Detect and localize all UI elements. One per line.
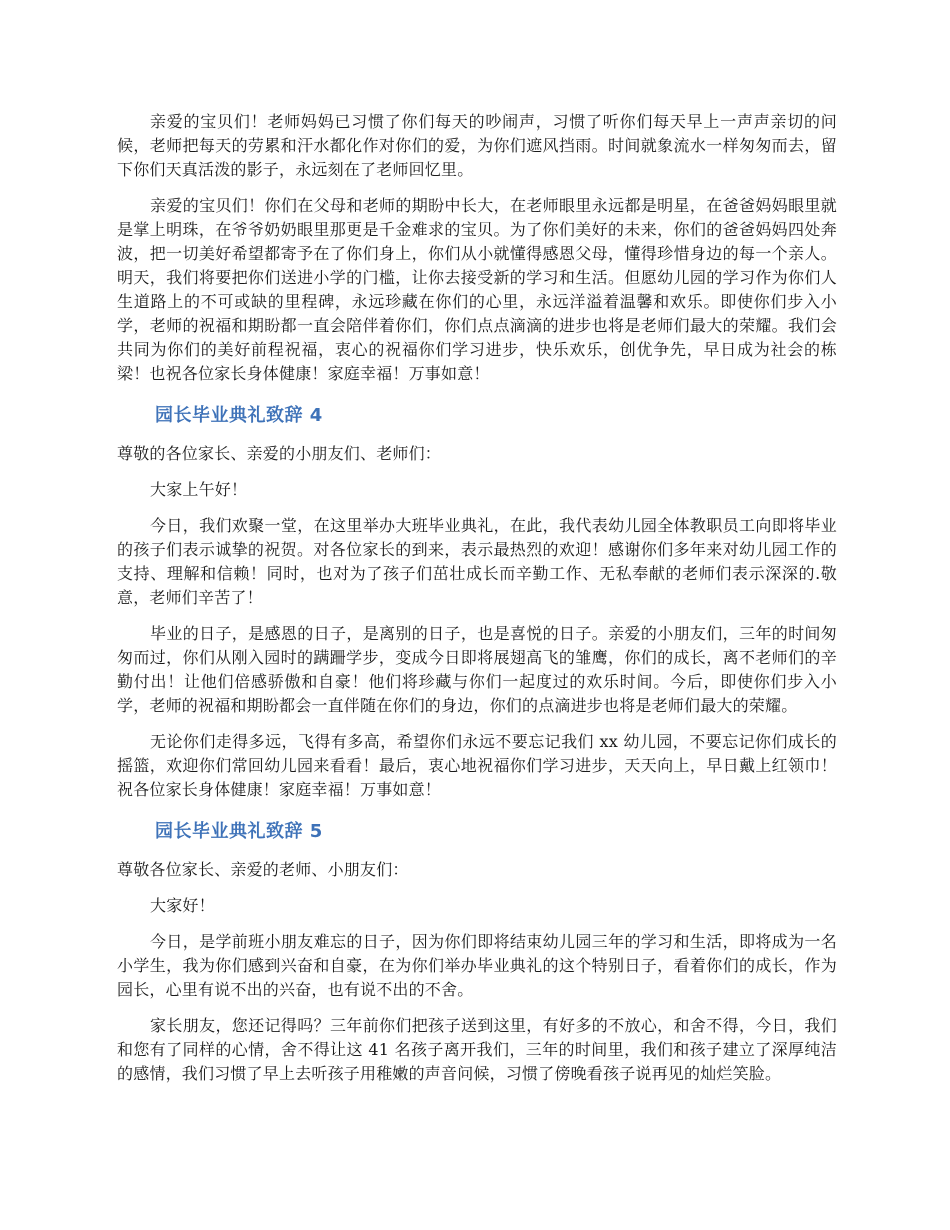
body-paragraph: 毕业的日子，是感恩的日子，是离别的日子，也是喜悦的日子。亲爱的小朋友们，三年的时间匆匆而过，你们从刚入园时的蹒跚学步，变成今日即将展翅高飞的雏鹰，你们的成长，离不老师们的辛勤付出！让他们倍感骄傲和自豪！他们将珍藏与你们一起度过的欢乐时间。今后，即使你们步入小学，老师的祝福和期盼都会一直伴随在你们的身边，你们的点滴进步也将是老师们最大的荣耀。: [117, 624, 837, 715]
salutation: 尊敬各位家长、亲爱的老师、小朋友们：: [117, 860, 409, 879]
body-paragraph: 无论你们走得多远，飞得有多高，希望你们永远不要忘记我们 xx 幼儿园，不要忘记你们成长的摇篮，欢迎你们常回幼儿园来看看！最后，衷心地祝福你们学习进步，天天向上，早日戴上红领巾！祝各位家长身体健康！家庭幸福！万事如意！: [117, 732, 837, 799]
body-paragraph: 亲爱的宝贝们！老师妈妈已习惯了你们每天的吵闹声，习惯了听你们每天早上一声声亲切的问候，老师把每天的劳累和汗水都化作对你们的爱，为你们遮风挡雨。时间就象流水一样匆匆而去，留下你们天真活泼的影子，永远刻在了老师回忆里。: [117, 112, 837, 179]
body-paragraph: 今日，是学前班小朋友难忘的日子，因为你们即将结束幼儿园三年的学习和生活，即将成为一名小学生，我为你们感到兴奋和自豪，在为你们举办毕业典礼的这个特别日子，看着你们的成长，作为园长，心里有说不出的兴奋，也有说不出的不舍。: [117, 932, 837, 999]
section-heading: 园长毕业典礼致辞 4: [155, 405, 323, 426]
greeting: 大家好！: [150, 896, 215, 915]
salutation: 尊敬的各位家长、亲爱的小朋友们、老师们：: [117, 444, 442, 463]
section-heading: 园长毕业典礼致辞 5: [155, 821, 323, 842]
body-paragraph: 今日，我们欢聚一堂，在这里举办大班毕业典礼，在此，我代表幼儿园全体教职员工向即将毕业的孩子们表示诚挚的祝贺。对各位家长的到来，表示最热烈的欢迎！感谢你们多年来对幼儿园工作的支持、理解和信赖！同时，也对为了孩子们茁壮成长而辛勤工作、无私奉献的老师们表示深深的.敬意，老师们辛苦了！: [117, 516, 837, 607]
body-paragraph: 家长朋友，您还记得吗？三年前你们把孩子送到这里，有好多的不放心，和舍不得，今日，我们和您有了同样的心情，舍不得让这 41 名孩子离开我们，三年的时间里，我们和孩子建立了深厚纯洁的感情，我们习惯了早上去听孩子用稚嫩的声音问候，习惯了傍晚看孩子说再见的灿烂笑脸。: [117, 1016, 837, 1083]
body-paragraph: 亲爱的宝贝们！你们在父母和老师的期盼中长大，在老师眼里永远都是明星，在爸爸妈妈眼里就是掌上明珠，在爷爷奶奶眼里那更是千金难求的宝贝。为了你们美好的未来，你们的爸爸妈妈四处奔波，把一切美好希望都寄予在了你们身上，你们从小就懂得感恩父母，懂得珍惜身边的每一个亲人。明天，我们将要把你们送进小学的门槛，让你去接受新的学习和生活。但愿幼儿园的学习作为你们人生道路上的不可或缺的里程碑，永远珍藏在你们的心里，永远洋溢着温馨和欢乐。即使你们步入小学，老师的祝福和期盼都一直会陪伴着你们，你们点点滴滴的进步也将是老师们最大的荣耀。我们会共同为你们的美好前程祝福，衷心的祝福你们学习进步，快乐欢乐，创优争先，早日成为社会的栋梁！也祝各位家长身体健康！家庭幸福！万事如意！: [117, 196, 837, 383]
greeting: 大家上午好！: [150, 480, 248, 499]
